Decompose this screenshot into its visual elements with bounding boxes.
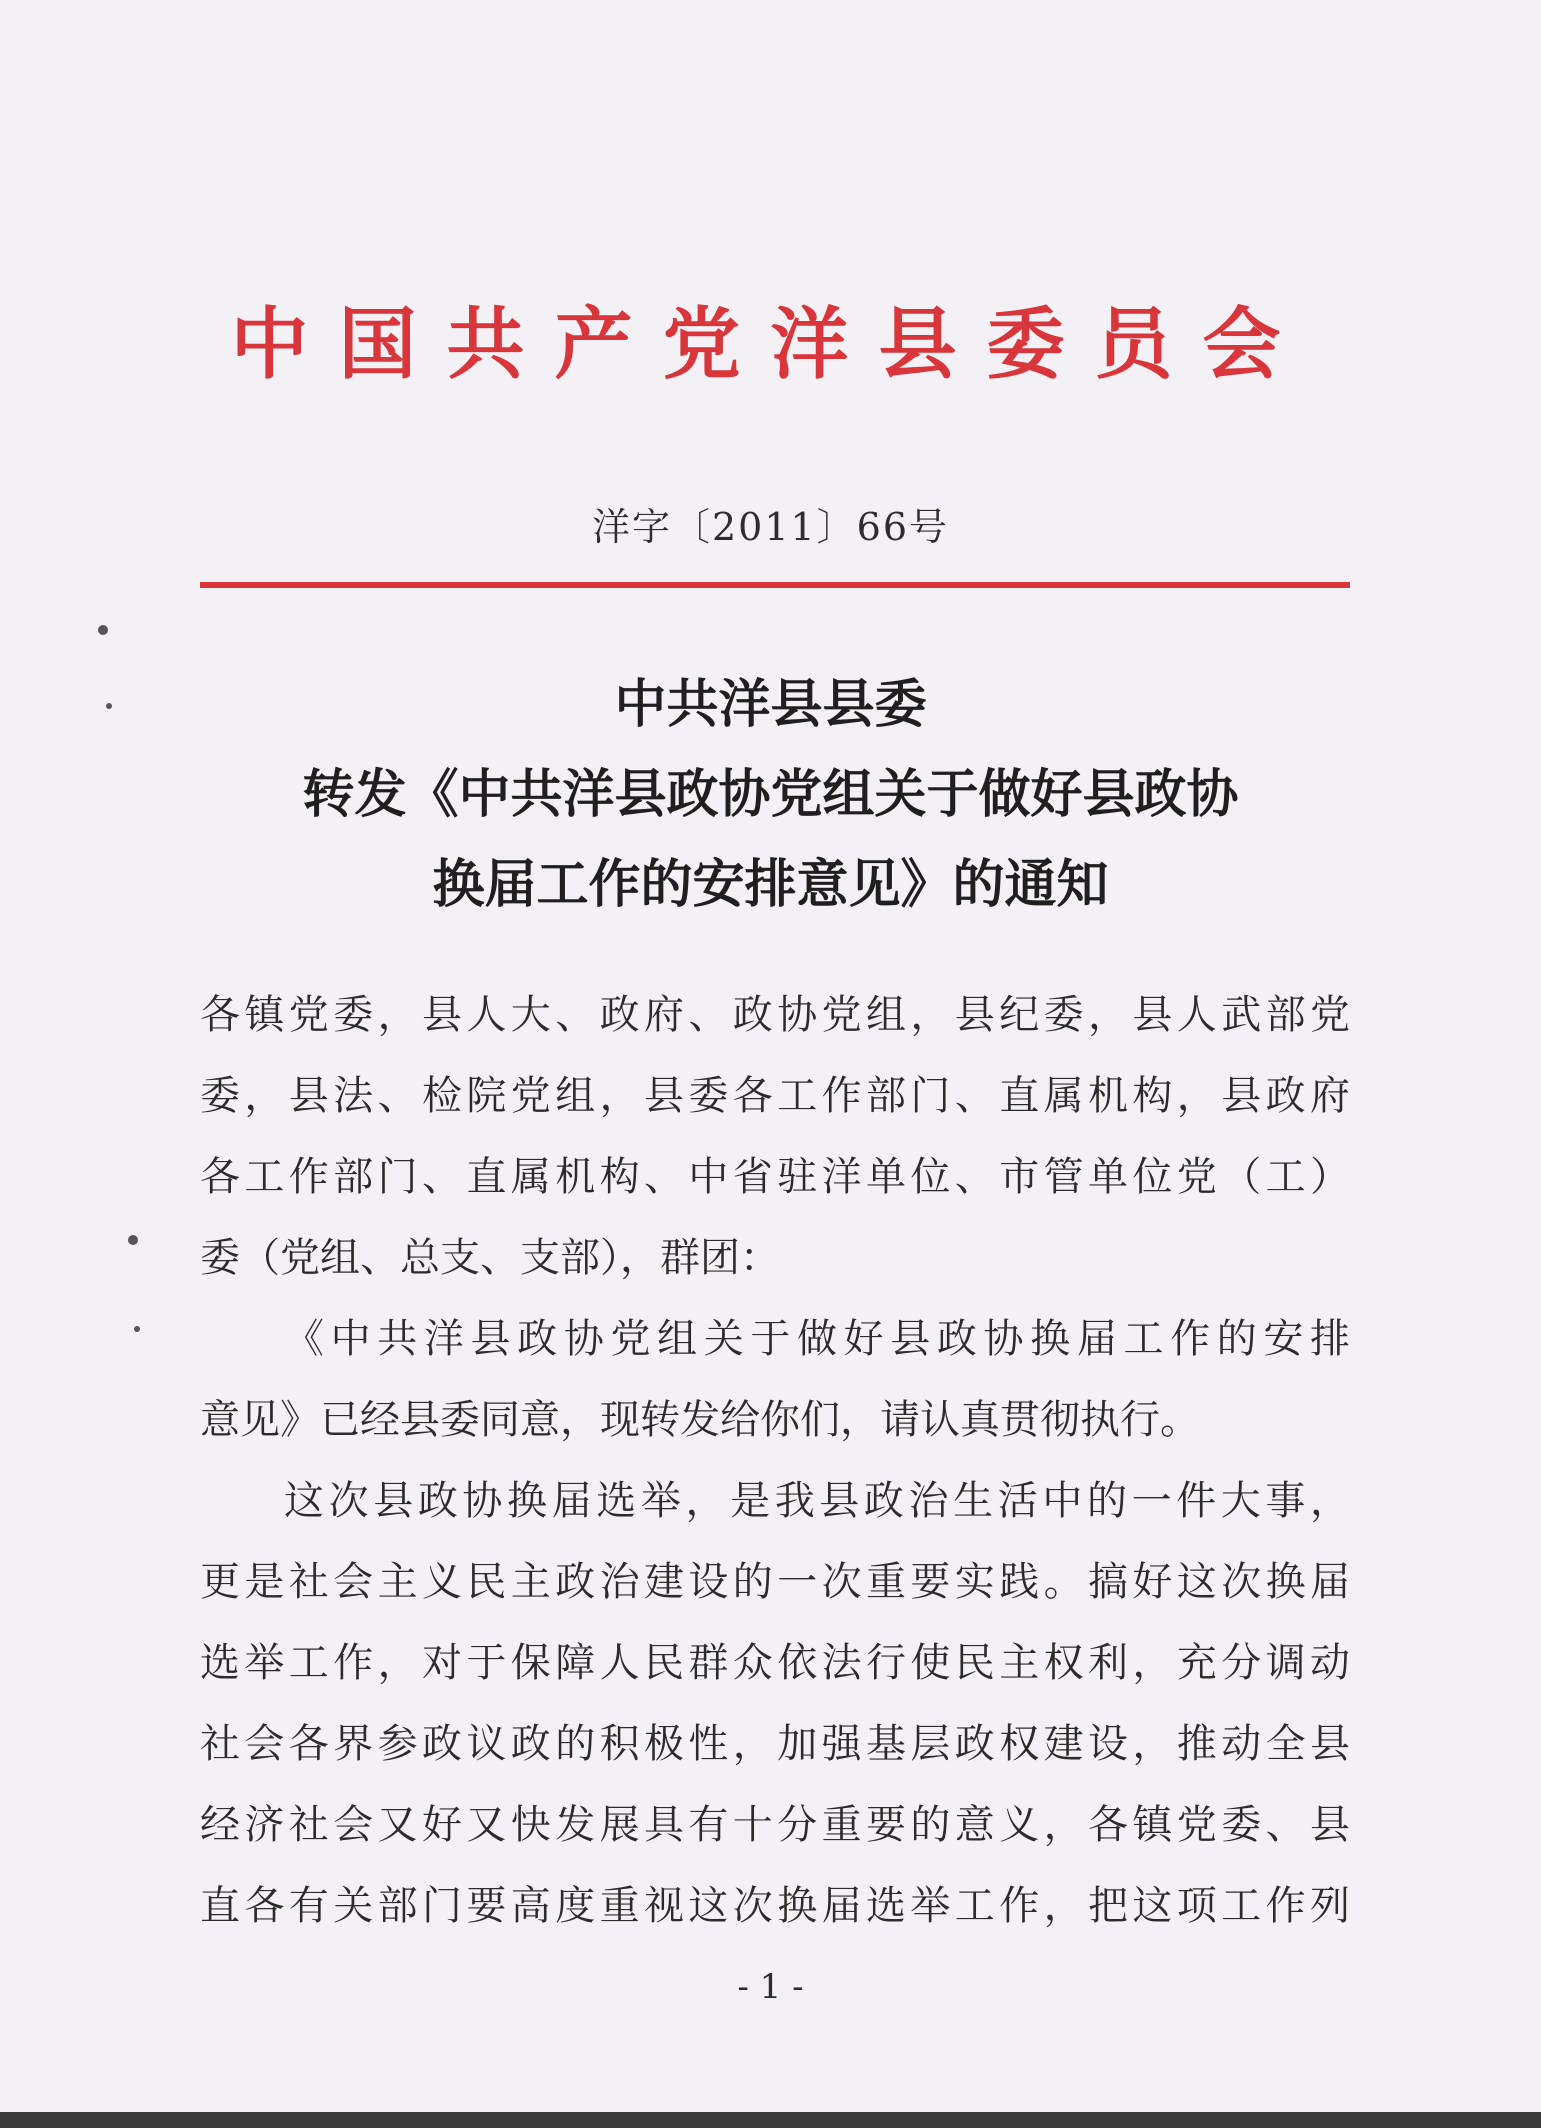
punch-hole-mark [128, 1235, 138, 1245]
body-line: 《中共洋县政协党组关于做好县政协换届工作的安排 [284, 1316, 1350, 1362]
addressee-block [200, 975, 1350, 1299]
document-number: 洋字〔2011〕66号 [591, 505, 950, 549]
punch-hole-mark [98, 625, 108, 635]
body-line: 意见》已经县委同意，现转发给你们，请认真贯彻执行。 [200, 1397, 1200, 1443]
page-number: - 1 - [737, 1967, 804, 2007]
punch-hole-mark [134, 1326, 140, 1332]
body-line: 直各有关部门要高度重视这次换届选举工作，把这项工作列 [200, 1883, 1350, 1929]
scan-edge-strip [0, 2112, 1541, 2128]
body-line: 社会各界参政议政的积极性，加强基层政权建设，推动全县 [200, 1721, 1350, 1767]
body-line: 更是社会主义民主政治建设的一次重要实践。搞好这次换届 [200, 1559, 1350, 1605]
punch-hole-mark [106, 703, 112, 709]
paragraph-2 [200, 1461, 1350, 1947]
body-line: 各工作部门、直属机构、中省驻洋单位、市管单位党（工） [200, 1154, 1350, 1200]
paragraph-1 [200, 1299, 1350, 1461]
body-line: 选举工作，对于保障人民群众依法行使民主权利，充分调动 [200, 1640, 1350, 1686]
body-line: 各镇党委，县人大、政府、政协党组，县纪委，县人武部党 [200, 992, 1350, 1038]
body-line: 经济社会又好又快发展具有十分重要的意义，各镇党委、县 [200, 1802, 1350, 1848]
title-line-3: 换届工作的安排意见》的通知 [432, 854, 1109, 915]
body-line: 委（党组、总支、支部），群团： [200, 1235, 780, 1281]
title-line-1: 中共洋县县委 [614, 674, 927, 735]
red-divider-line [200, 582, 1350, 588]
document-title [150, 660, 1391, 930]
body-line: 这次县政协换届选举，是我县政治生活中的一件大事， [284, 1478, 1350, 1524]
title-line-2: 转发《中共洋县政协党组关于做好县政协 [302, 764, 1239, 825]
issuer-header: 中国共产党洋县委员会 [230, 300, 1311, 390]
document-body [200, 975, 1350, 1947]
body-line: 委，县法、检院党组，县委各工作部门、直属机构，县政府 [200, 1073, 1350, 1119]
